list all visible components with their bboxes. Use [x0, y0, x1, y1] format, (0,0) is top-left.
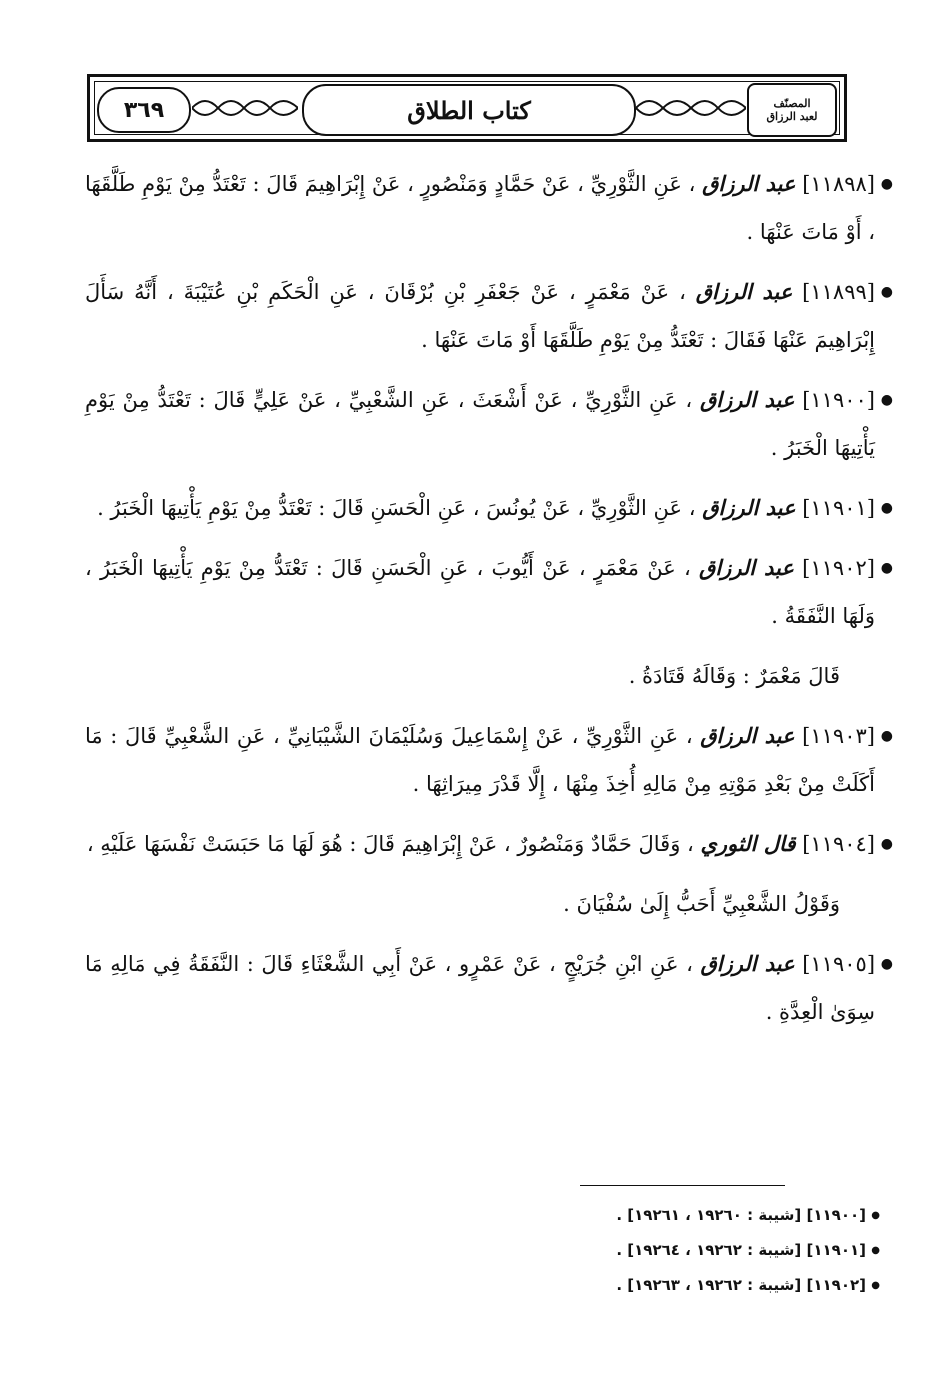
entry-text: ، عَنِ الثَّوْرِيِّ ، عَنْ حَمَّادٍ وَمَنْصُورٍ ، عَنْ إِبْرَاهِيمَ قَالَ : تَعْتَدُّ مِنْ يَوْمِ طَلَّقَهَا ، أَوْ مَاتَ عَنْهَا .: [85, 172, 875, 244]
chapter-title: كتاب الطلاق: [302, 84, 636, 136]
narrator: عبد الرزاق: [702, 171, 796, 196]
hadith-entry: [85, 712, 893, 808]
entry-text: ، عَنْ مَعْمَرٍ ، عَنْ جَعْفَرِ بْنِ بُرْقَانَ ، عَنِ الْحَكَمِ بْنِ عُتَيْبَةَ ، أَنَّهُ سَأَلَ إِبْرَاهِيمَ عَنْهَا فَقَالَ : تَعْتَدُّ مِنْ يَوْمِ طَلَّقَهَا أَوْ مَاتَ عَنْهَا .: [85, 280, 875, 352]
main-text: [85, 160, 893, 1048]
entry-number: [١١٩٠٥]: [802, 952, 876, 976]
page-header: [87, 74, 847, 142]
entry-number: [١١٩٠٣]: [802, 724, 875, 748]
hadith-entry: [85, 544, 893, 640]
bullet-icon: ●: [871, 1280, 880, 1291]
footnote: [560, 1233, 880, 1268]
bullet-icon: ●: [880, 728, 893, 744]
footnote-text: [١١٩٠١] [شيبة : ١٩٢٦٢ ، ١٩٢٦٤] .: [616, 1241, 866, 1259]
narrator: عبد الرزاق: [700, 951, 795, 976]
footnote-separator: [580, 1185, 785, 1186]
entry-number: [١١٩٠١]: [802, 496, 875, 520]
bullet-icon: ●: [880, 284, 893, 300]
hadith-entry: [85, 940, 893, 1036]
bullet-icon: ●: [880, 176, 893, 192]
hadith-entry: [85, 268, 893, 364]
entry-text: ، وَقَالَ حَمَّادٌ وَمَنْصُورٌ ، عَنْ إِبْرَاهِيمَ قَالَ : هُوَ لَهَا مَا حَبَسَتْ نَفْسَهَا عَلَيْهِ ،: [86, 832, 694, 856]
left-ornament: [192, 94, 298, 122]
entry-text: ، عَنِ ابْنِ جُرَيْجٍ ، عَنْ عَمْرٍو ، عَنْ أَبِي الشَّعْثَاءِ قَالَ : النَّفَقَةُ فِي مَالِهِ مَا سِوَىٰ الْعِدَّةِ .: [85, 952, 875, 1024]
narrator: عبد الرزاق: [699, 555, 794, 580]
narrator: عبد الرزاق: [702, 495, 796, 520]
entry-number: [١١٩٠٠]: [802, 388, 875, 412]
bullet-icon: ●: [871, 1210, 880, 1221]
footnote-text: [١١٩٠٢] [شيبة : ١٩٢٦٢ ، ١٩٢٦٣] .: [616, 1276, 866, 1294]
narrator: عبد الرزاق: [700, 723, 795, 748]
narrator: عبد الرزاق: [695, 279, 793, 304]
entry-text: ، عَنِ الثَّوْرِيِّ ، عَنْ يُونُسَ ، عَنِ الْحَسَنِ قَالَ : تَعْتَدُّ مِنْ يَوْمِ يَأْتِيهَا الْخَبَرُ .: [97, 496, 696, 520]
entry-number: [١١٨٩٨]: [802, 172, 875, 196]
book-logo: [747, 83, 837, 137]
right-ornament: [636, 94, 746, 122]
page-number: ٣٦٩: [97, 87, 191, 133]
hadith-entry: [85, 160, 893, 256]
logo-line-2: لعبد الرزاق: [766, 110, 818, 123]
narrator: قال الثوري: [700, 831, 796, 856]
entry-text: ، عَنْ مَعْمَرٍ ، عَنْ أَيُّوبَ ، عَنِ الْحَسَنِ قَالَ : تَعْتَدُّ مِنْ يَوْمِ يَأْتِيهَا الْخَبَرُ ، وَلَهَا النَّفَقَةُ .: [85, 556, 875, 628]
commentary-note: قَالَ مَعْمَرٌ : وَقَالَهُ قَتَادَةُ .: [628, 664, 840, 688]
logo-line-1: المصنّف: [773, 96, 811, 110]
commentary-note: وَقَوْلُ الشَّعْبِيِّ أَحَبُّ إِلَىٰ سُفْيَانَ .: [563, 892, 840, 916]
bullet-icon: ●: [880, 500, 893, 516]
entry-text: ، عَنِ الثَّوْرِيِّ ، عَنْ أَشْعَثَ ، عَنِ الشَّعْبِيِّ ، عَنْ عَلِيٍّ قَالَ : تَعْتَدُّ مِنْ يَوْمِ يَأْتِيهَا الْخَبَرُ .: [85, 388, 875, 460]
narrator: عبد الرزاق: [699, 387, 795, 412]
bullet-icon: ●: [880, 560, 893, 576]
entry-number: [١١٩٠٤]: [802, 832, 875, 856]
hadith-entry: [85, 484, 893, 532]
footnotes: [560, 1198, 880, 1303]
entry-number: [١١٨٩٩]: [802, 280, 875, 304]
entry-number: [١١٩٠٢]: [802, 556, 875, 580]
bullet-icon: ●: [880, 392, 893, 408]
bullet-icon: ●: [880, 836, 893, 852]
hadith-entry: [85, 820, 893, 868]
footnote-text: [١١٩٠٠] [شيبة : ١٩٢٦٠ ، ١٩٢٦١] .: [616, 1206, 866, 1224]
footnote: [560, 1268, 880, 1303]
bullet-icon: ●: [871, 1245, 880, 1256]
footnote: [560, 1198, 880, 1233]
entry-text: ، عَنِ الثَّوْرِيِّ ، عَنْ إِسْمَاعِيلَ وَسُلَيْمَانَ الشَّيْبَانِيِّ ، عَنِ الشَّعْبِيِّ قَالَ : مَا أَكَلَتْ مِنْ بَعْدِ مَوْتِهِ مِنْ مَالِهِ أُخِذَ مِنْهَا ، إِلَّا قَدْرَ مِيرَاثِهَا .: [85, 724, 875, 796]
hadith-entry: [85, 376, 893, 472]
bullet-icon: ●: [880, 956, 893, 972]
